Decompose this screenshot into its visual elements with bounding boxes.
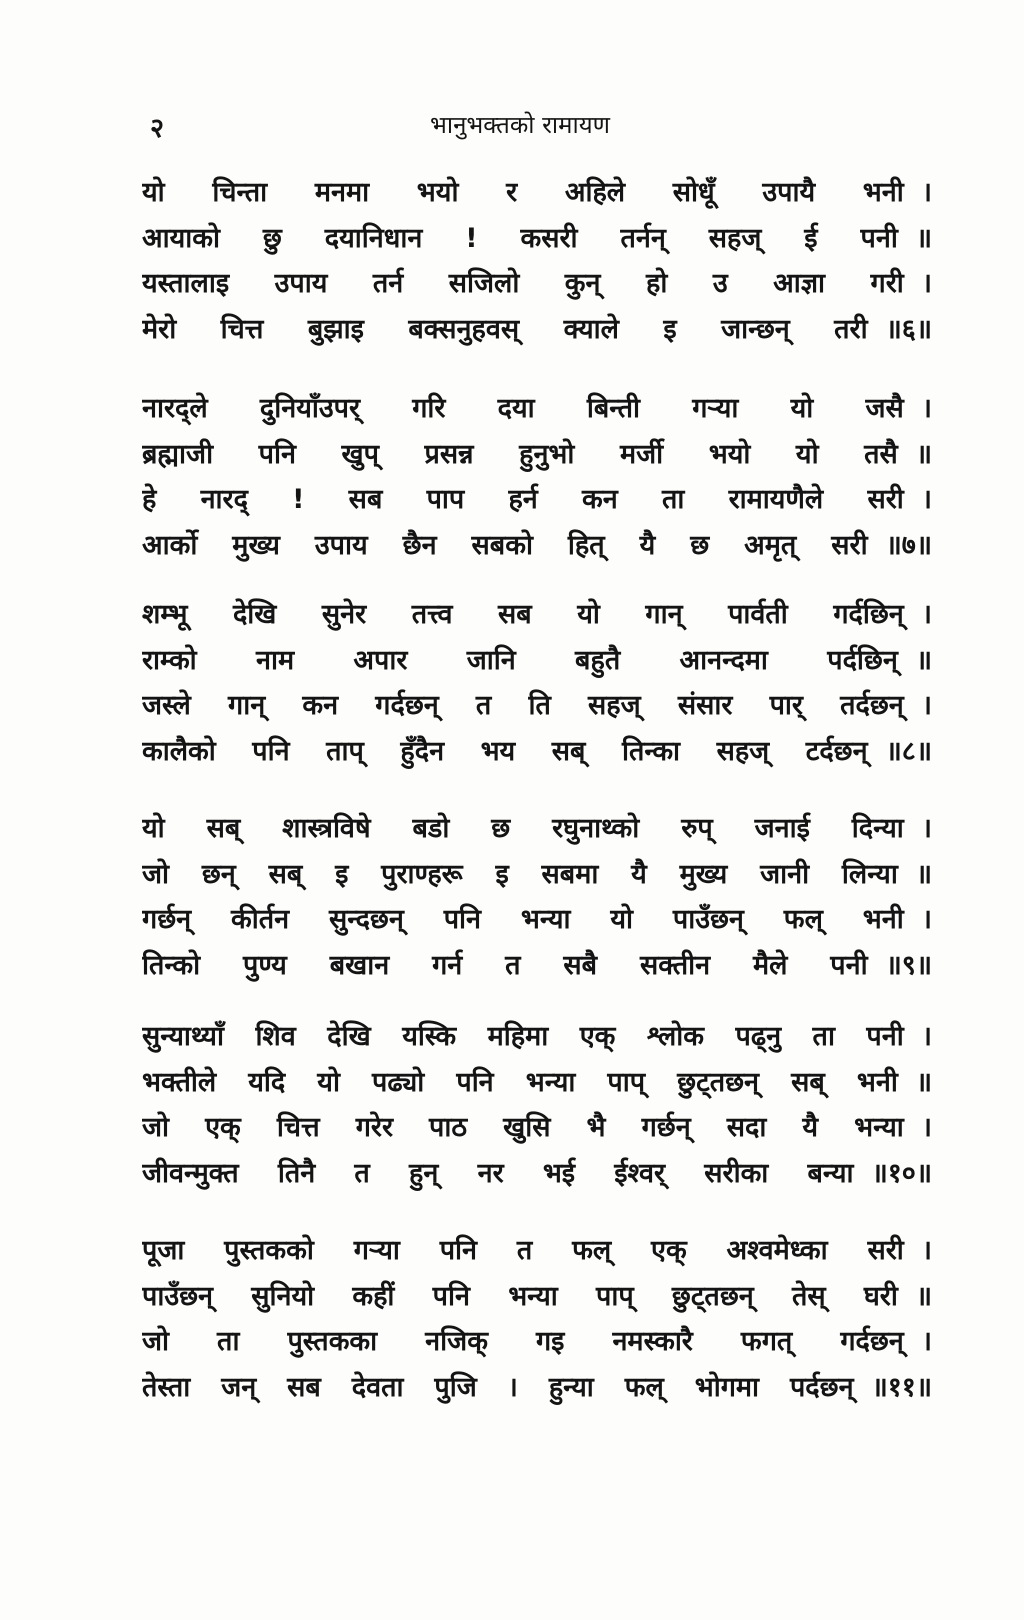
verse-line [142, 1228, 932, 1274]
verse-text: गर्छन् कीर्तन सुन्दछन् पनि भन्या यो पाउँछन् फल् भनी [142, 904, 904, 935]
running-title: भानुभक्तको रामायण [430, 111, 610, 139]
verse-text: तेस्ता जन् सब देवता पुजि । हुन्या फल् भोगमा पर्दछन् [142, 1371, 854, 1403]
verse-text: यस्तालाइ उपाय तर्न सजिलो कुन् हो उ आज्ञा गरी [142, 268, 904, 299]
verse-line [142, 1319, 932, 1365]
verse-number: ॥१०॥ [871, 1157, 932, 1189]
stanza [142, 170, 932, 352]
verse-end-mark: । [921, 484, 932, 515]
verse-line [142, 216, 932, 262]
verse-text: राम्को नाम अपार जानि बहुतै आनन्दमा पर्दछिन् [142, 644, 898, 676]
verse-line [142, 1151, 932, 1197]
verse-end-mark: । [921, 1235, 932, 1266]
verse-text: भक्तीले यदि यो पढ्यो पनि भन्या पाप् छुट्तछन् सब् भनी [142, 1066, 898, 1098]
verse-text: जीवन्मुक्त तिनै त हुन् नर भई ईश्वर् सरीका बन्या [142, 1157, 854, 1189]
verse-text: यो चिन्ता मनमा भयो र अहिले सोधूँ उपायै भनी [142, 177, 904, 208]
verse-end-mark: ॥ [915, 644, 932, 676]
verse-line [142, 386, 932, 432]
verse-number: ॥८॥ [885, 735, 932, 767]
verse-text: आर्को मुख्य उपाय छैन सबको हित् यै छ अमृत् सरी [142, 529, 868, 561]
stanza [142, 1228, 932, 1410]
page-number: २ [150, 113, 165, 144]
verse-number: ॥७॥ [885, 529, 932, 561]
verse-text: सुन्याथ्याँ शिव देखि यस्कि महिमा एक् श्लोक पढ्नु ता पनी [142, 1021, 904, 1052]
verse-end-mark: । [921, 1326, 932, 1357]
verse-number: ॥११॥ [871, 1371, 932, 1403]
verse-text: शम्भू देखि सुनेर तत्त्व सब यो गान् पार्वती गर्दछिन् [142, 599, 904, 630]
stanza [142, 386, 932, 568]
verse-text: मेरो चित्त बुझाइ बक्सनुहवस् क्याले इ जान्छन् तरी [142, 313, 868, 345]
verse-text: नारद्ले दुनियाँउपर् गरि दया बिन्ती गऱ्या यो जसै [142, 393, 904, 424]
verse-text: यो सब् शास्त्रविषे बडो छ रघुनाथ्को रुप् जनाई दिन्या [142, 813, 904, 844]
verse-line [142, 592, 932, 638]
verse-text: पूजा पुस्तकको गऱ्या पनि त फल् एक् अश्वमेध्का सरी [142, 1235, 904, 1266]
verse-line [142, 683, 932, 729]
verse-end-mark: ॥ [915, 222, 932, 254]
verse-text: आयाको छु दयानिधान ! कसरी तर्नन् सहज् ई पनी [142, 222, 898, 254]
verse-line [142, 432, 932, 478]
verse-end-mark: । [921, 268, 932, 299]
verse-line [142, 897, 932, 943]
stanza [142, 1014, 932, 1196]
verse-end-mark: । [921, 904, 932, 935]
verse-line [142, 1014, 932, 1060]
verse-line [142, 638, 932, 684]
verse-line [142, 261, 932, 307]
verse-number: ॥९॥ [885, 949, 932, 981]
verse-text: हे नारद् ! सब पाप हर्न कन ता रामायणैले सरी [142, 484, 904, 515]
verse-text: कालैको पनि ताप् हुँदैन भय सब् तिन्का सहज् टर्दछन् [142, 735, 868, 767]
verse-line [142, 943, 932, 989]
verse-end-mark: । [921, 813, 932, 844]
verse-end-mark: । [921, 1021, 932, 1052]
verse-text: जस्ले गान् कन गर्दछन् त ति सहज् संसार पार् तर्दछन् [142, 690, 904, 721]
verse-end-mark: । [921, 690, 932, 721]
verse-line [142, 523, 932, 569]
verse-end-mark: ॥ [915, 438, 932, 470]
verse-text: जो छन् सब् इ पुराण्हरू इ सबमा यै मुख्य जानी लिन्या [142, 858, 898, 890]
verse-line [142, 1060, 932, 1106]
verse-line [142, 1105, 932, 1151]
stanza [142, 806, 932, 988]
stanza [142, 592, 932, 774]
verse-text: ब्रह्माजी पनि खुप् प्रसन्न हुनुभो मर्जी भयो यो तसै [142, 438, 898, 470]
verse-end-mark: । [921, 393, 932, 424]
verse-line [142, 477, 932, 523]
verse-text: जो ता पुस्तकका नजिक् गइ नमस्कारै फगत् गर्दछन् [142, 1326, 904, 1357]
verse-end-mark: । [921, 1112, 932, 1143]
verse-line [142, 806, 932, 852]
verse-line [142, 1365, 932, 1411]
verse-line [142, 307, 932, 353]
verse-line [142, 1274, 932, 1320]
verse-line [142, 729, 932, 775]
verse-text: जो एक् चित्त गरेर पाठ खुसि भै गर्छन् सदा यै भन्या [142, 1112, 904, 1143]
verse-end-mark: । [921, 177, 932, 208]
verse-text: पाउँछन् सुनियो कहीं पनि भन्या पाप् छुट्तछन् तेस् घरी [142, 1280, 898, 1312]
page-header [140, 108, 900, 148]
verse-end-mark: ॥ [915, 858, 932, 890]
verse-line [142, 852, 932, 898]
verse-number: ॥६॥ [885, 313, 932, 345]
verse-end-mark: ॥ [915, 1066, 932, 1098]
verse-end-mark: । [921, 599, 932, 630]
verse-text: तिन्को पुण्य बखान गर्न त सबै सक्तीन मैले पनी [142, 949, 868, 981]
verse-line [142, 170, 932, 216]
verse-end-mark: ॥ [915, 1280, 932, 1312]
